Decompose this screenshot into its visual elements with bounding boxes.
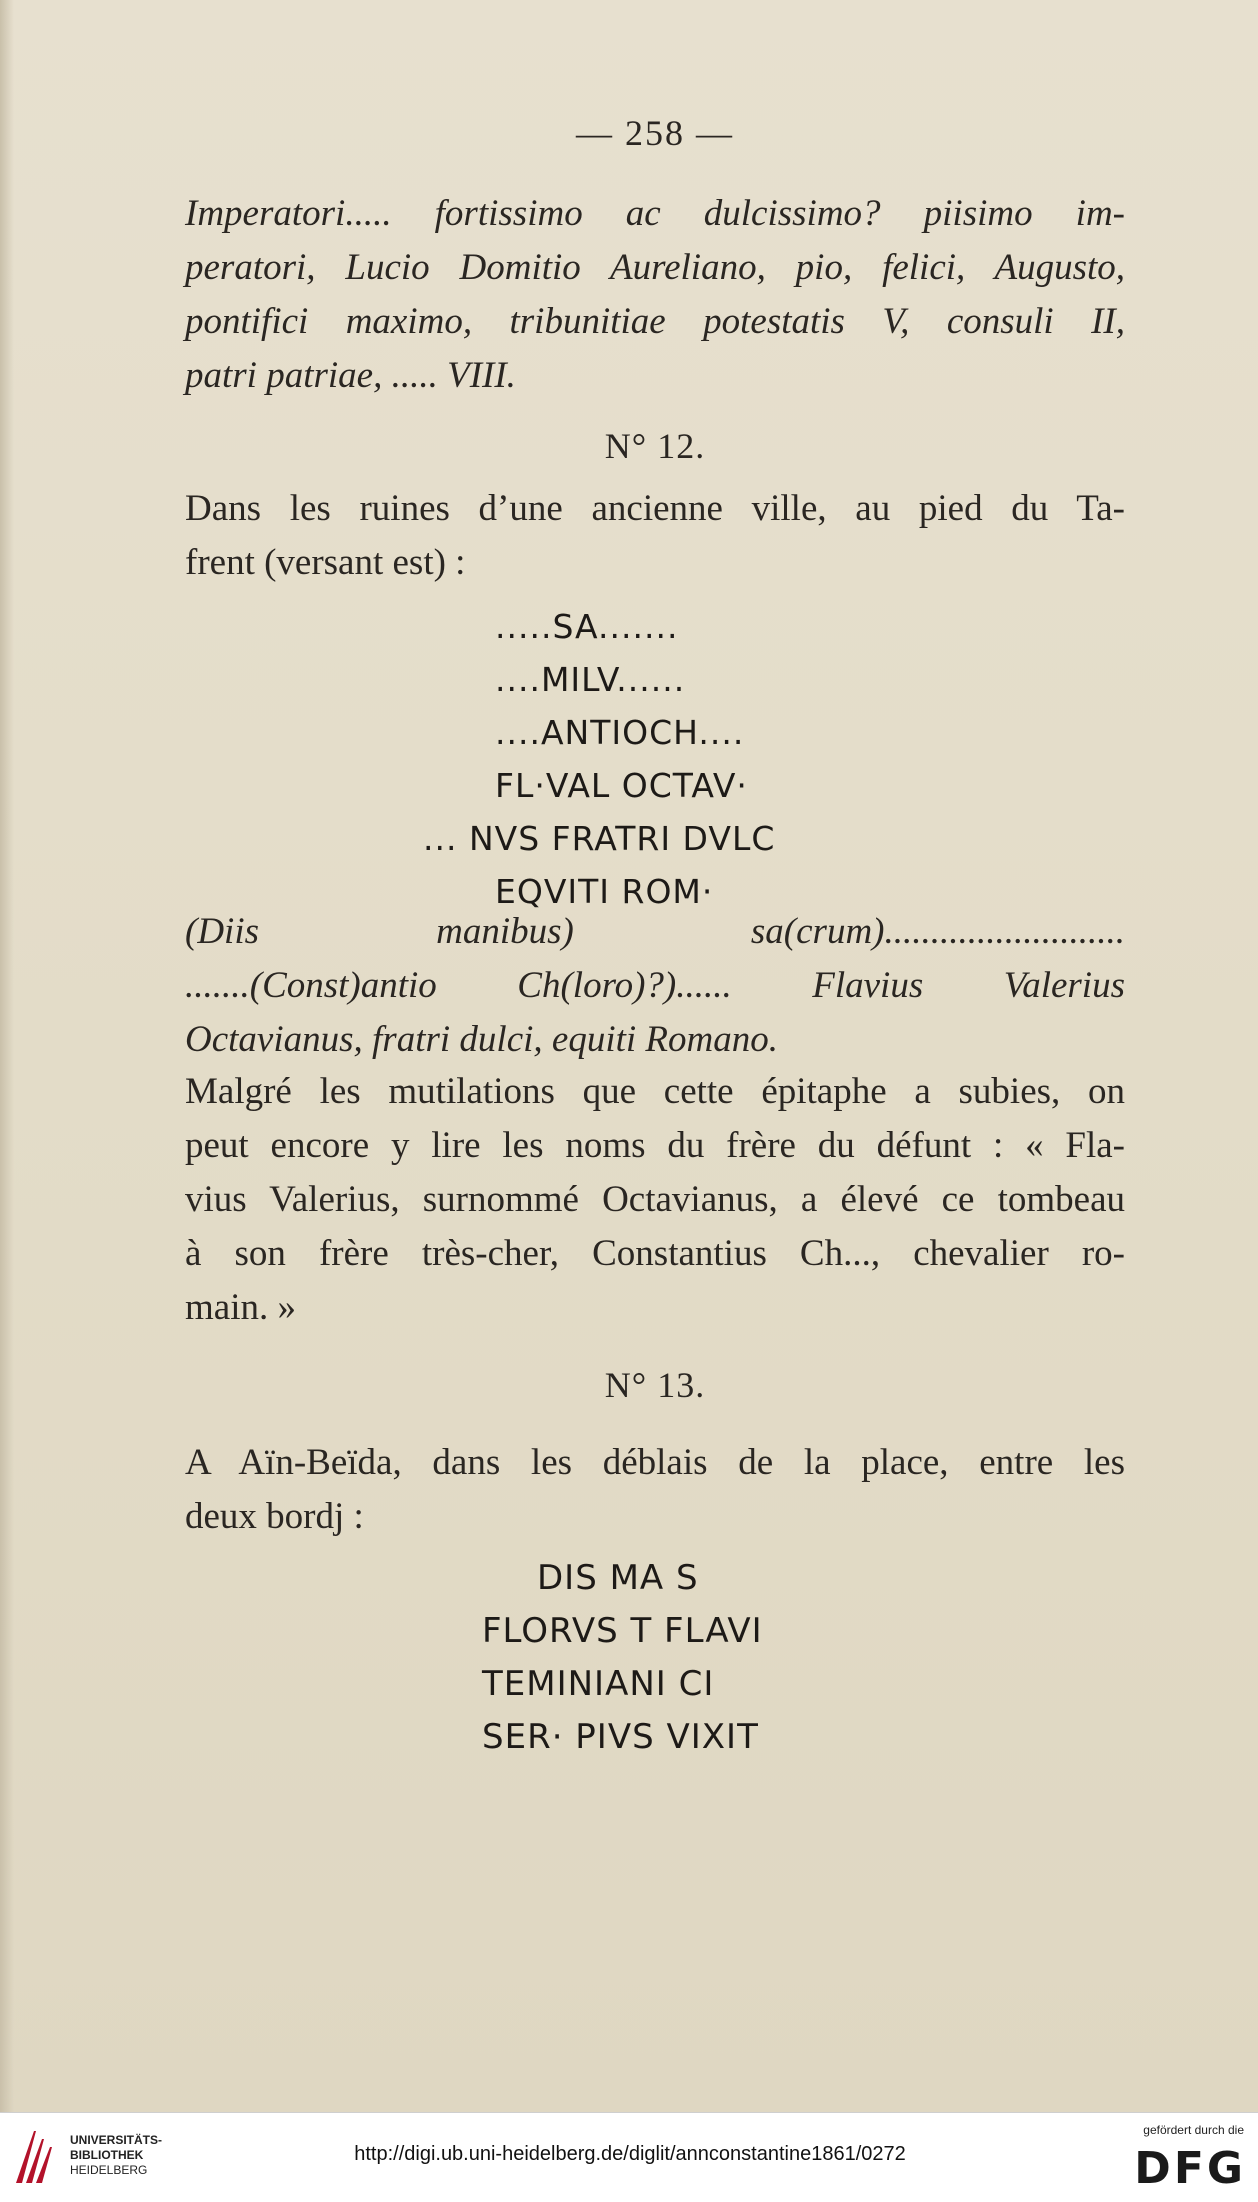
text-line: A Aïn-Beïda, dans les déblais de la place, entre les bbox=[185, 1442, 1125, 1483]
inscription-line: FL·VAL OCTAV· bbox=[495, 766, 748, 805]
funding-label: gefördert durch die bbox=[1143, 2123, 1244, 2137]
text-line: à son frère très-cher, Constantius Ch..., chevalier ro- bbox=[185, 1233, 1125, 1274]
page-number: — 258 — bbox=[576, 113, 734, 153]
inscription-13 bbox=[482, 1552, 763, 1764]
inscription-12 bbox=[423, 600, 776, 918]
inscription-line: .....SA....... bbox=[495, 607, 679, 646]
text-line: pontifici maximo, tribunitiae potestatis V, consuli II, bbox=[185, 301, 1125, 342]
text-line: vius Valerius, surnommé Octavianus, a élevé ce tombeau bbox=[185, 1179, 1125, 1220]
commentary-12 bbox=[185, 1065, 1125, 1335]
inscription-line: EQVITI ROM· bbox=[495, 872, 714, 911]
text-line: frent (versant est) : bbox=[185, 542, 466, 583]
university-library-logo-icon bbox=[12, 2127, 58, 2187]
inscription-line: TEMINIANI CI bbox=[482, 1664, 715, 1704]
library-name bbox=[70, 2133, 162, 2178]
inscription-line: ....ANTIOCH.... bbox=[495, 713, 745, 752]
text-line: Malgré les mutilations que cette épitaphe a subies, on bbox=[185, 1071, 1125, 1112]
page-edge-shadow bbox=[0, 0, 14, 2112]
text-line: peut encore y lire les noms du frère du défunt : « Fla- bbox=[185, 1125, 1125, 1166]
text-line: deux bordj : bbox=[185, 1496, 364, 1537]
section-heading-13: N° 13. bbox=[604, 1365, 706, 1405]
text-line: (Diis manibus) sa(crum).......................... bbox=[185, 911, 1125, 952]
inscription-line: FLORVS T FLAVI bbox=[482, 1611, 763, 1651]
dfg-logo: DFG bbox=[1134, 2143, 1246, 2194]
location-text-12 bbox=[185, 482, 1125, 590]
text-line: Octavianus, fratri dulci, equiti Romano. bbox=[185, 1019, 778, 1060]
inscription-line: SER· PIVS VIXIT bbox=[482, 1717, 759, 1757]
permalink-url[interactable]: http://digi.ub.uni-heidelberg.de/diglit/annconstantine1861/0272 bbox=[354, 2143, 906, 2165]
text-line: Dans les ruines d’une ancienne ville, au pied du Ta- bbox=[185, 488, 1125, 529]
inscription-line: ... NVS FRATRI DVLC bbox=[423, 819, 776, 858]
intro-latin-text bbox=[185, 187, 1125, 403]
text-line: main. » bbox=[185, 1287, 296, 1328]
section-heading-12: N° 12. bbox=[604, 426, 706, 466]
text-line: .......(Const)antio Ch(loro)?)...... Flavius Valerius bbox=[185, 965, 1125, 1006]
library-name-line: HEIDELBERG bbox=[70, 2163, 148, 2177]
translation-12 bbox=[185, 905, 1125, 1067]
text-line: Imperatori..... fortissimo ac dulcissimo? piisimo im- bbox=[185, 193, 1125, 234]
location-text-13 bbox=[185, 1436, 1125, 1544]
viewer-footer bbox=[0, 2112, 1258, 2202]
library-name-line: BIBLIOTHEK bbox=[70, 2148, 144, 2162]
text-line: peratori, Lucio Domitio Aureliano, pio, felici, Augusto, bbox=[185, 247, 1125, 288]
inscription-line: ....MILV...... bbox=[495, 660, 686, 699]
text-line: patri patriae, ..... VIII. bbox=[185, 355, 516, 396]
library-name-line: UNIVERSITÄTS- bbox=[70, 2133, 163, 2147]
inscription-line: DIS MA S bbox=[537, 1558, 699, 1598]
